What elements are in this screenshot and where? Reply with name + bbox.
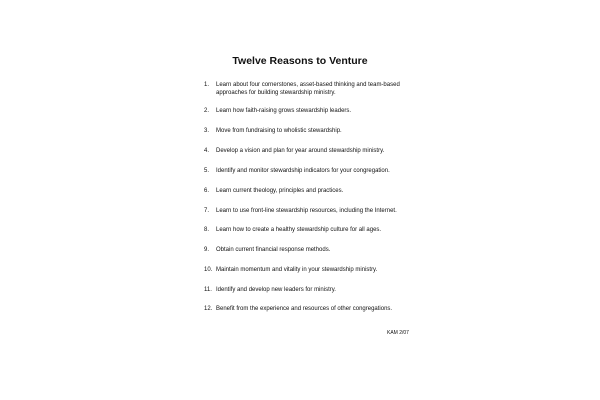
list-item	[204, 188, 414, 196]
item-text: Identify and monitor stewardship indicators for your congregation.	[216, 168, 390, 174]
item-number: 9.	[204, 247, 210, 253]
list-item	[204, 267, 414, 275]
footer-code: KAM 2/07	[387, 330, 409, 336]
item-number: 5.	[204, 168, 210, 174]
item-number: 11.	[204, 287, 212, 293]
list-item	[204, 148, 414, 156]
item-number: 2.	[204, 108, 210, 114]
list-item	[204, 227, 414, 235]
list-item	[204, 82, 414, 97]
item-number: 6.	[204, 188, 210, 194]
item-text: Move from fundraising to wholistic stewardship.	[216, 128, 342, 134]
item-text: Benefit from the experience and resources of other congregations.	[216, 306, 393, 312]
item-text: Obtain current financial response methods.	[216, 247, 331, 253]
item-text: Learn about four cornerstones, asset-based thinking and team-based approaches for building stewardship ministry.	[216, 82, 400, 96]
list-item	[204, 108, 414, 116]
item-text: Learn how faith-raising grows stewardship leaders.	[216, 108, 352, 114]
list-item	[204, 287, 414, 295]
item-text: Learn current theology, principles and practices.	[216, 188, 344, 194]
item-number: 3.	[204, 128, 210, 134]
item-number: 1.	[204, 82, 210, 88]
item-text: Develop a vision and plan for year around stewardship ministry.	[216, 148, 385, 154]
item-number: 7.	[204, 208, 210, 214]
list-item	[204, 208, 414, 216]
item-text: Learn how to create a healthy stewardship culture for all ages.	[216, 227, 382, 233]
item-number: 10.	[204, 267, 213, 273]
item-text: Learn to use front-line stewardship resources, including the Internet.	[216, 208, 397, 214]
item-number: 12.	[204, 306, 213, 312]
list-item	[204, 128, 414, 136]
list-item	[204, 247, 414, 255]
document-title: Twelve Reasons to Venture	[232, 55, 368, 67]
item-text: Maintain momentum and vitality in your stewardship ministry.	[216, 267, 378, 273]
item-text: Identify and develop new leaders for ministry.	[216, 287, 336, 293]
item-number: 8.	[204, 227, 210, 233]
list-item	[204, 306, 414, 314]
list-item	[204, 168, 414, 176]
item-number: 4.	[204, 148, 210, 154]
